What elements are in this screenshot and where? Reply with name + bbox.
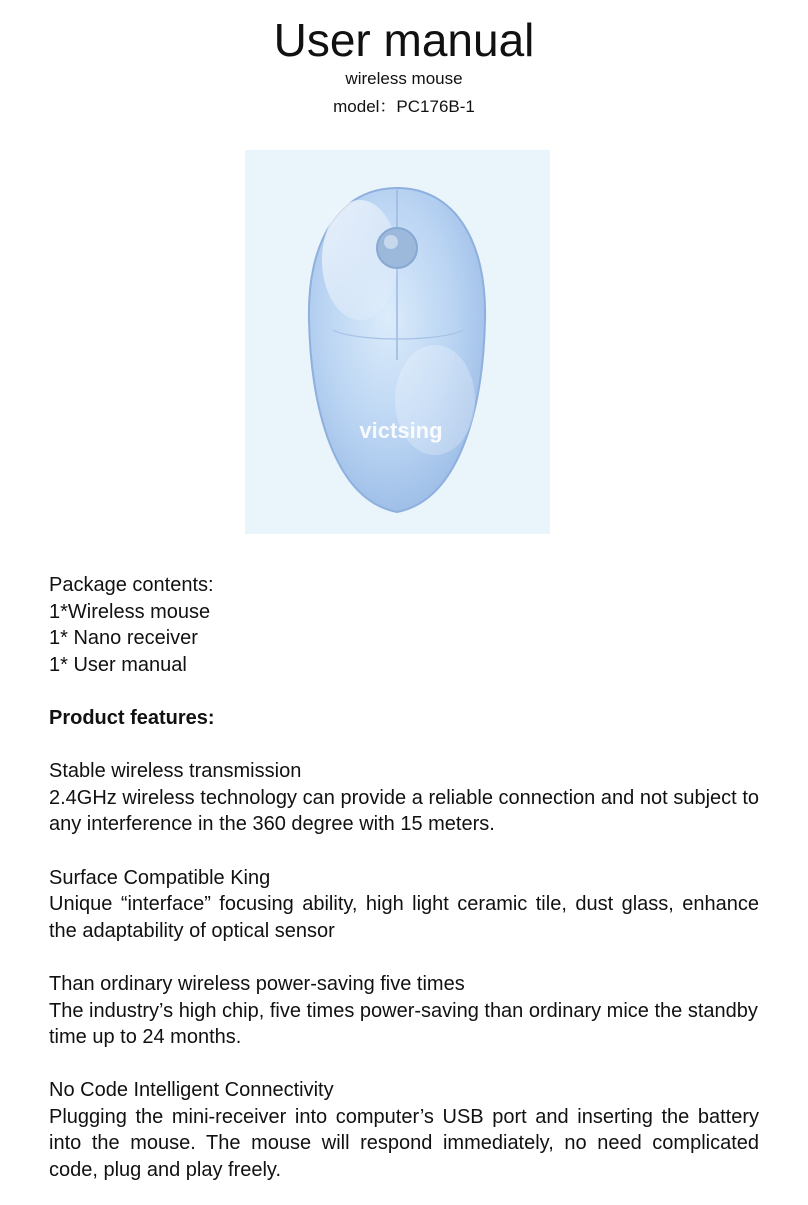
package-item: 1* User manual [49,653,187,676]
feature-title: Surface Compatible King [49,866,271,889]
mouse-illustration [245,150,550,534]
scroll-wheel [377,228,417,268]
page-title: User manual [273,14,535,66]
package-item: 1*Wireless mouse [49,600,211,623]
feature-title: Than ordinary wireless power-saving five times [49,972,465,995]
feature-title: No Code Intelligent Connectivity [49,1079,334,1102]
feature-text: 2.4GHz wireless technology can provide a reliable connection and not subject to any interference in the 360 degree with 15 meters. [49,786,759,836]
features-heading: Product features: [49,706,215,729]
manual-body [49,572,759,1184]
package-heading: Package contents: [49,574,214,596]
feature-title: Stable wireless transmission [49,760,302,783]
product-subtitle: wireless mouse [345,69,463,88]
feature-text: The industry’s high chip, five times power-saving than ordinary mice the standby time up to 24 months. [49,999,758,1049]
feature-text: Plugging the mini-receiver into computer’s USB port and inserting the battery into the mouse. The mouse will respond immediately, no need complicated code, plug and play freely. [49,1105,759,1182]
mouse-photo [245,150,550,534]
package-item: 1* Nano receiver [49,627,198,650]
brand-logo: victsing [359,418,443,443]
feature-text: Unique “interface” focusing ability, high light ceramic tile, dust glass, enhance the adaptability of optical sensor [49,893,759,942]
model-number: model：PC176B-1 [333,97,475,116]
